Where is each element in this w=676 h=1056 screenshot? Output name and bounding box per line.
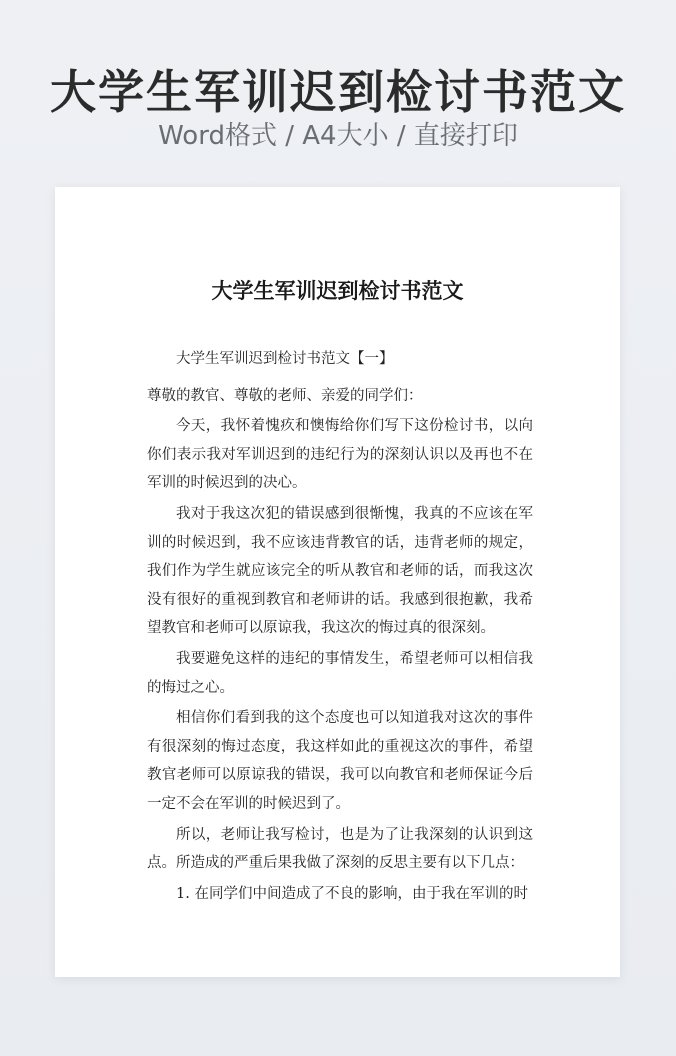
salutation: 尊敬的教官、尊敬的老师、亲爱的同学们： — [147, 387, 423, 404]
paragraph: 我对于我这次犯的错误感到很惭愧，我真的不应该在军训的时候迟到，我不应该违背教官的话，违背老师的规定，我们作为学生就应该完全的听从教官和老师的话，而我这次没有很好的重视到教官和老师讲的话。我感到很抱歉，我希望教官和老师可以原谅我，我这次的悔过真的很深刻。 — [147, 505, 533, 637]
banner-title: 大学生军训迟到检讨书范文 — [50, 65, 626, 119]
banner-subtitle: Word格式 / A4大小 / 直接打印 — [158, 121, 518, 151]
document-page — [55, 187, 620, 977]
paragraph: 1. 在同学们中间造成了不良的影响，由于我在军训的时 — [176, 885, 528, 902]
paragraph: 相信你们看到我的这个态度也可以知道我对这次的事件有很深刻的悔过态度，我这样如此的重视这次的事件，希望教官老师可以原谅我的错误，我可以向教官和老师保证今后一定不会在军训的时候迟到了。 — [147, 710, 533, 812]
paragraph: 我要避免这样的违纪的事情发生，希望老师可以相信我的悔过之心。 — [147, 650, 533, 696]
document-title: 大学生军训迟到检讨书范文 — [211, 278, 464, 303]
paragraph: 今天，我怀着愧疚和懊悔给你们写下这份检讨书，以向你们表示我对军训迟到的违纪行为的深刻认识以及再也不在军训的时候迟到的决心。 — [147, 418, 533, 492]
paragraph: 所以，老师让我写检讨，也是为了让我深刻的认识到这点。所造成的严重后果我做了深刻的反思主要有以下几点： — [147, 826, 533, 872]
document-body — [147, 345, 533, 910]
section-heading: 大学生军训迟到检讨书范文【一】 — [176, 351, 394, 367]
